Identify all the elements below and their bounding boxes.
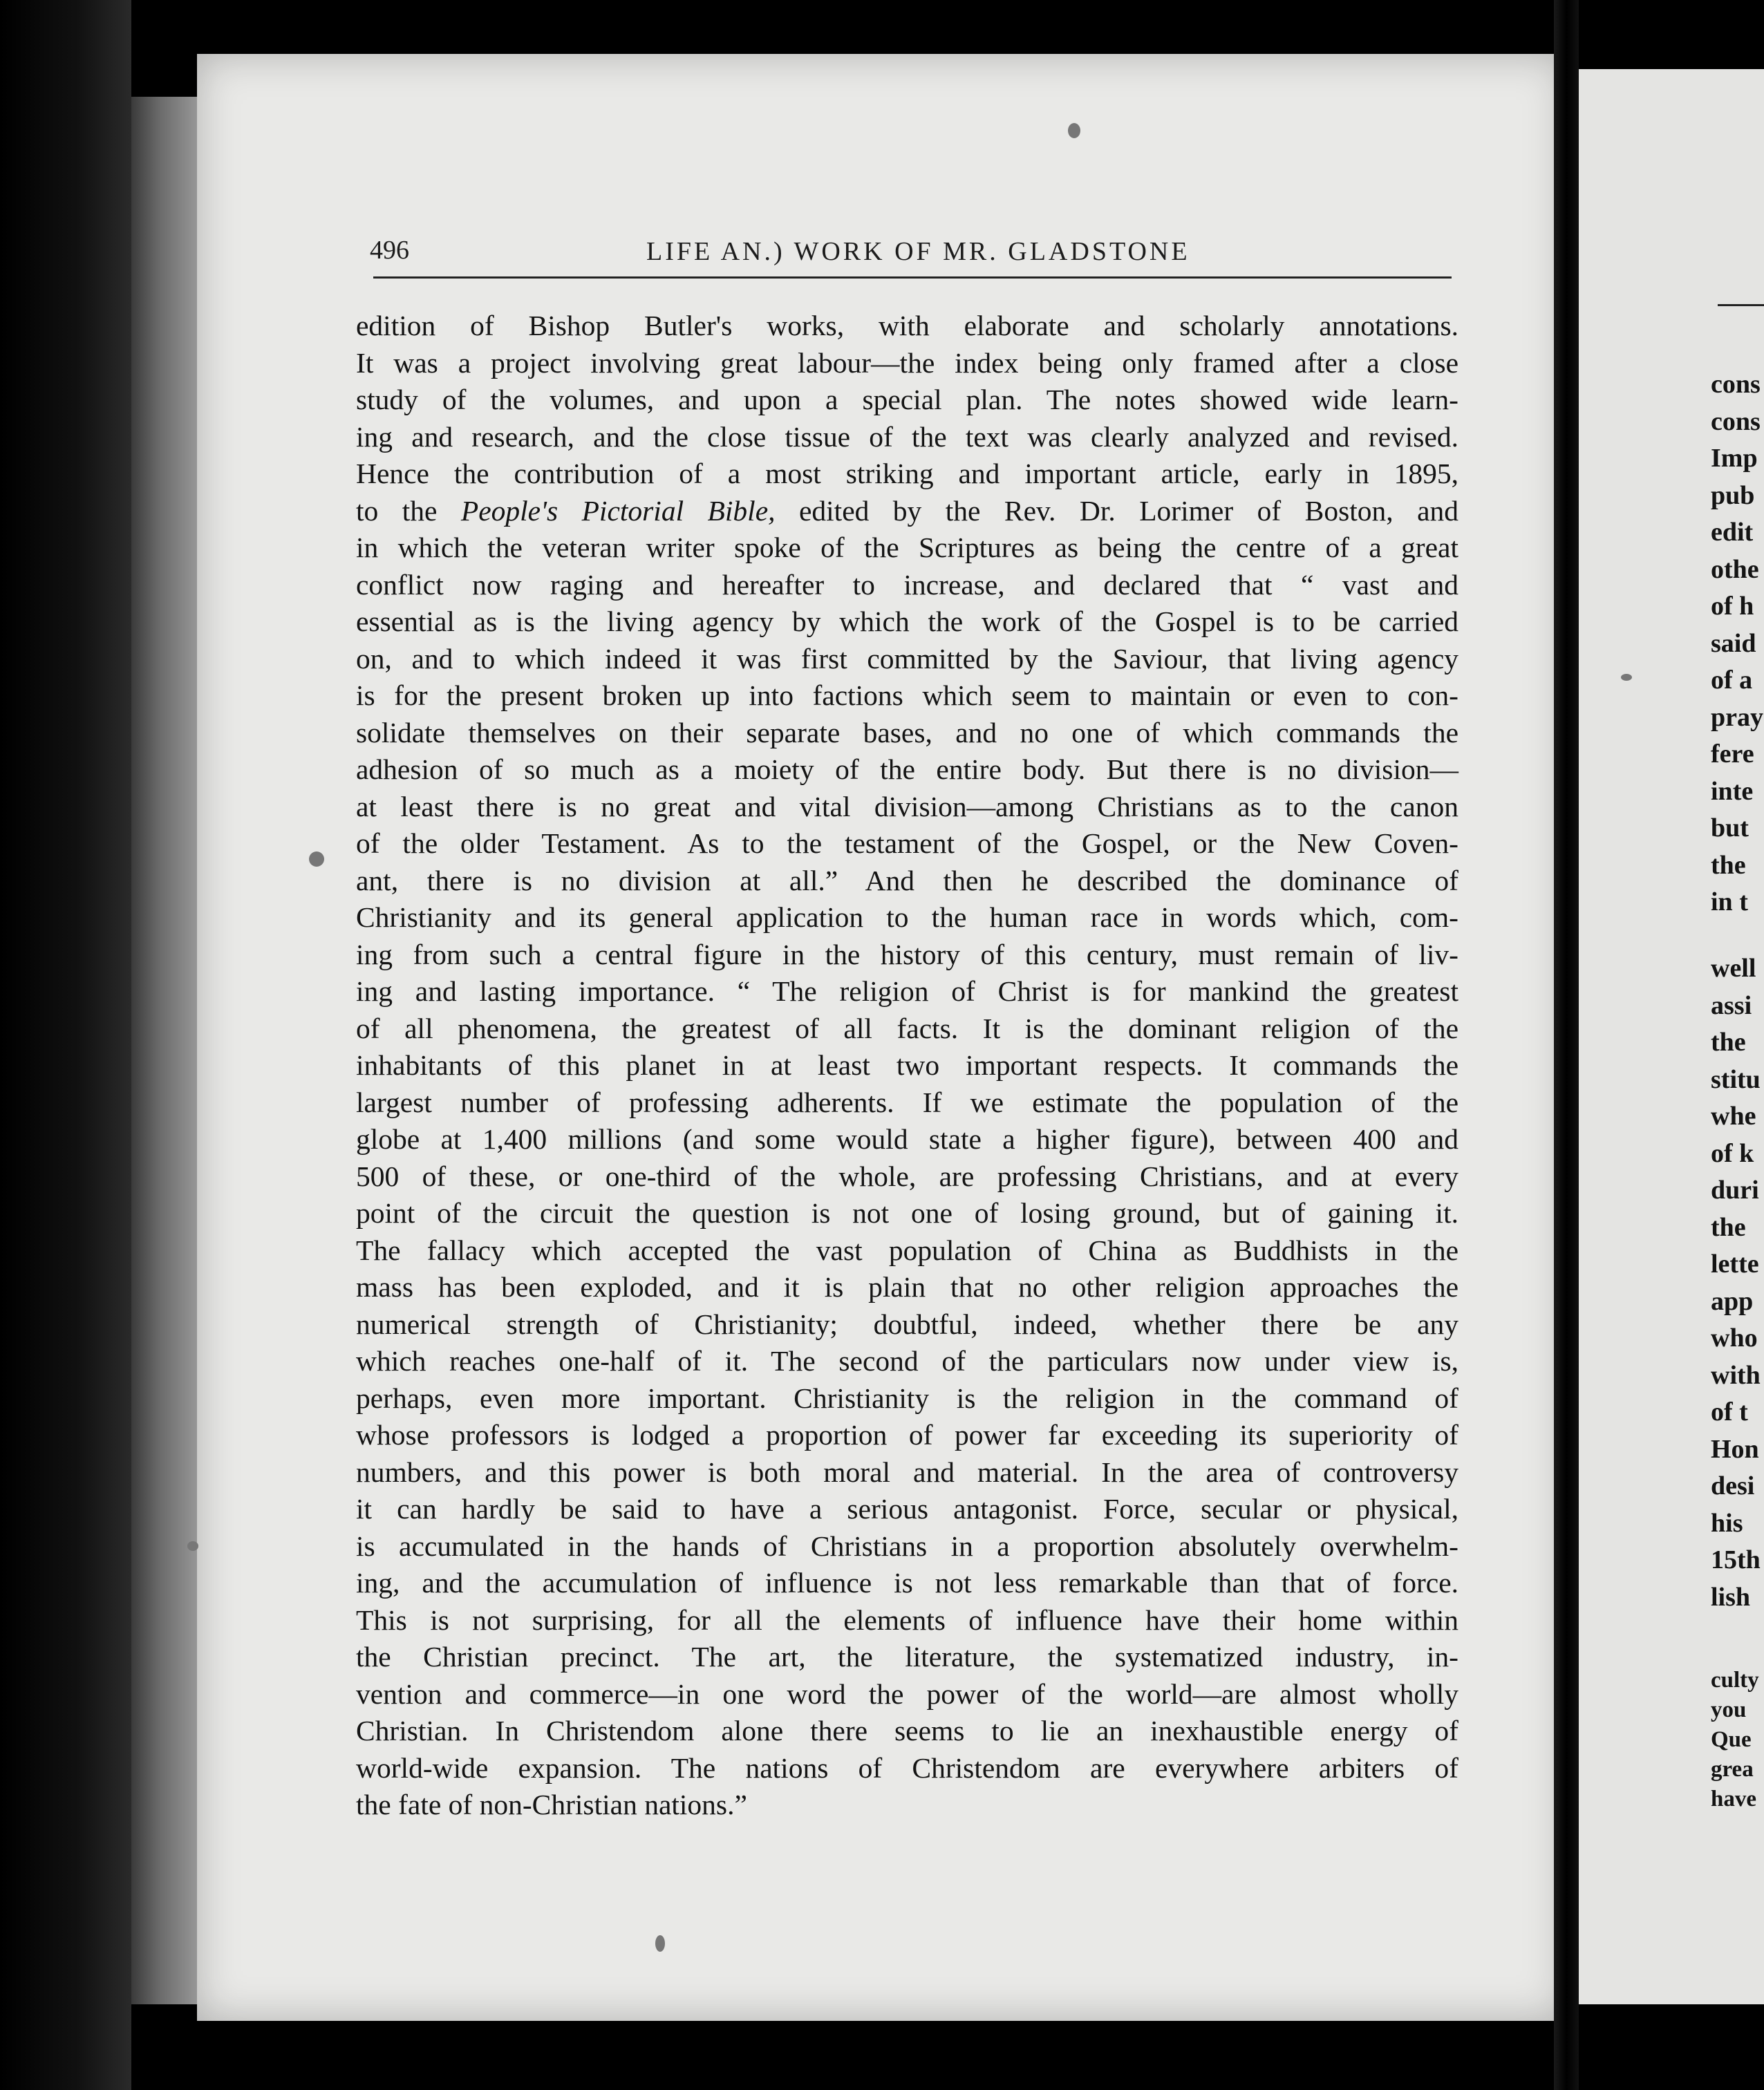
text-line: study of the volumes, and upon a special plan. The notes showed wide learn- [356, 384, 1458, 415]
text-line: in which the veteran writer spoke of the Scriptures as being the centre of a great [356, 531, 1458, 563]
right-page-fragment: desi [1711, 1471, 1755, 1500]
right-page-fragment: the [1711, 1028, 1746, 1057]
right-page-fragment: othe [1711, 554, 1759, 584]
scan-border-left [0, 0, 131, 2090]
text-line: numbers, and this power is both moral and material. In the area of controversy [356, 1456, 1458, 1488]
right-page-fragment: cons [1711, 406, 1761, 436]
italic-title: People's Pictorial Bible, [460, 494, 776, 527]
right-page-fragment: said [1711, 628, 1756, 658]
right-page-fragment: of a [1711, 666, 1753, 695]
text-line: of the older Testament. As to the testament of the Gospel, or the New Coven- [356, 827, 1458, 859]
text-line: is for the present broken up into factions which seem to maintain or even to con- [356, 679, 1458, 711]
text-line: ing, and the accumulation of influence is not less remarkable than that of force. [356, 1567, 1458, 1599]
right-page-fragment: his [1711, 1508, 1743, 1538]
right-page-fragment: whe [1711, 1102, 1756, 1131]
dust-speck [1621, 674, 1632, 681]
text-line: of all phenomena, the greatest of all facts. It is the dominant religion of the [356, 1012, 1458, 1044]
dust-speck [1068, 123, 1080, 138]
right-page-fragment: the [1711, 1212, 1746, 1242]
right-page-column-b [1711, 950, 1761, 1616]
text-line: edition of Bishop Butler's works, with elaborate and scholarly annotations. [356, 310, 1458, 341]
text-line: it can hardly be said to have a serious antagonist. Force, secular or physical, [356, 1493, 1458, 1525]
text-line: at least there is no great and vital division—among Christians as to the canon [356, 790, 1458, 822]
text-line: ing from such a central figure in the history of this century, must remain of liv- [356, 938, 1458, 970]
book-gutter [1554, 0, 1579, 2090]
right-page-fragment: you [1711, 1697, 1747, 1722]
right-page-fragment: lette [1711, 1250, 1759, 1279]
text-line: to the People's Pictorial Bible, edited by the Rev. Dr. Lorimer of Boston, and [356, 494, 1458, 527]
text-line: ing and research, and the close tissue of the text was clearly analyzed and revised. [356, 420, 1458, 453]
right-page-fragment: culty [1711, 1668, 1759, 1693]
dust-speck [655, 1935, 665, 1952]
text-line: conflict now raging and hereafter to increase, and declared that “ vast and [356, 568, 1458, 601]
right-page-fragment: fere [1711, 740, 1754, 769]
right-page-fragment: of k [1711, 1138, 1754, 1168]
text-line: Christian. In Christendom alone there seems to lie an inexhaustible energy of [356, 1715, 1458, 1747]
text-line: globe at 1,400 millions (and some would state a higher figure), between 400 and [356, 1123, 1458, 1155]
text-line: whose professors is lodged a proportion of power far exceeding its superiority of [356, 1419, 1458, 1451]
right-page-fragment: pray [1711, 702, 1763, 732]
text-line: largest number of professing adherents. If we estimate the population of the [356, 1086, 1458, 1118]
right-page-fragment: duri [1711, 1176, 1759, 1205]
text-line: on, and to which indeed it was first committed by the Saviour, that living agency [356, 642, 1458, 675]
header-rule [373, 276, 1452, 279]
right-page-fragment: in t [1711, 887, 1748, 916]
text-line: Hence the contribution of a most striking and important article, early in 1895, [356, 458, 1458, 489]
text-line: This is not surprising, for all the elements of influence have their home within [356, 1603, 1458, 1636]
right-page-fragment: Que [1711, 1727, 1752, 1752]
right-page-fragment: grea [1711, 1757, 1754, 1782]
right-page-fragment: of t [1711, 1397, 1748, 1427]
text-line: world-wide expansion. The nations of Christendom are everywhere arbiters of [356, 1751, 1458, 1784]
right-page-column-a [1711, 366, 1763, 921]
right-page-fragment: the [1711, 850, 1746, 880]
text-line: the fate of non-Christian nations.” [356, 1789, 747, 1820]
right-page-fragment: pub [1711, 480, 1755, 510]
text-line: the Christian precinct. The art, the literature, the systematized industry, in- [356, 1641, 1458, 1673]
right-page-fragment: stitu [1711, 1064, 1761, 1094]
right-page-fragment: inte [1711, 776, 1754, 806]
right-page-fragment: Imp [1711, 444, 1758, 473]
text-line: inhabitants of this planet in at least two important respects. It commands the [356, 1049, 1458, 1081]
body-text [356, 308, 1458, 1824]
right-page-fragment: 15th [1711, 1545, 1761, 1574]
text-line: 500 of these, or one-third of the whole, are professing Christians, and at every [356, 1160, 1458, 1192]
text-line: vention and commerce—in one word the power of the world—are almost wholly [356, 1677, 1458, 1710]
right-page-fragment: edit [1711, 518, 1754, 547]
text-line: perhaps, even more important. Christianity is the religion in the command of [356, 1382, 1458, 1414]
text-line: which reaches one-half of it. The second of the particulars now under view is, [356, 1345, 1458, 1377]
right-page-fragment: have [1711, 1787, 1756, 1811]
right-page-fragment: cons [1711, 370, 1761, 399]
text-line: adhesion of so much as a moiety of the entire body. But there is no division— [356, 753, 1458, 785]
right-header-rule [1718, 304, 1764, 306]
right-page-fragment: well [1711, 954, 1756, 983]
right-page-fragment: app [1711, 1286, 1754, 1316]
page-number: 496 [370, 236, 409, 265]
right-page-column-c [1711, 1666, 1759, 1814]
book-page-edges [131, 97, 200, 2004]
right-page-fragment: assi [1711, 990, 1752, 1020]
text-line: Christianity and its general application to the human race in words which, com- [356, 901, 1458, 933]
text-line: numerical strength of Christianity; doubtful, indeed, whether there be any [356, 1308, 1458, 1340]
running-head [370, 235, 1458, 276]
right-page-fragment: with [1711, 1360, 1761, 1390]
text-line: ing and lasting importance. “ The religion of Christ is for mankind the greatest [356, 975, 1458, 1007]
right-page-fragment: but [1711, 813, 1749, 842]
text-line: ant, there is no division at all.” And then he described the dominance of [356, 864, 1458, 896]
right-page-fragment: Hon [1711, 1434, 1759, 1464]
text-line: is accumulated in the hands of Christians in a proportion absolutely overwhelm- [356, 1529, 1458, 1562]
right-page-fragment: of h [1711, 592, 1754, 621]
text-line: The fallacy which accepted the vast population of China as Buddhists in the [356, 1234, 1458, 1266]
text-line: essential as is the living agency by which the work of the Gospel is to be carried [356, 605, 1458, 637]
text-line: point of the circuit the question is not one of losing ground, but of gaining it. [356, 1197, 1458, 1229]
text-line: mass has been exploded, and it is plain that no other religion approaches the [356, 1271, 1458, 1303]
running-head-title: LIFE AN.) WORK OF MR. GLADSTONE [646, 237, 1190, 266]
right-page-fragment: lish [1711, 1582, 1751, 1612]
text-line: It was a project involving great labour—the index being only framed after a close [356, 346, 1458, 379]
dust-speck [187, 1541, 198, 1551]
text-line: solidate themselves on their separate bases, and no one of which commands the [356, 716, 1458, 749]
right-page-fragment: who [1711, 1324, 1758, 1353]
dust-speck [309, 851, 324, 867]
